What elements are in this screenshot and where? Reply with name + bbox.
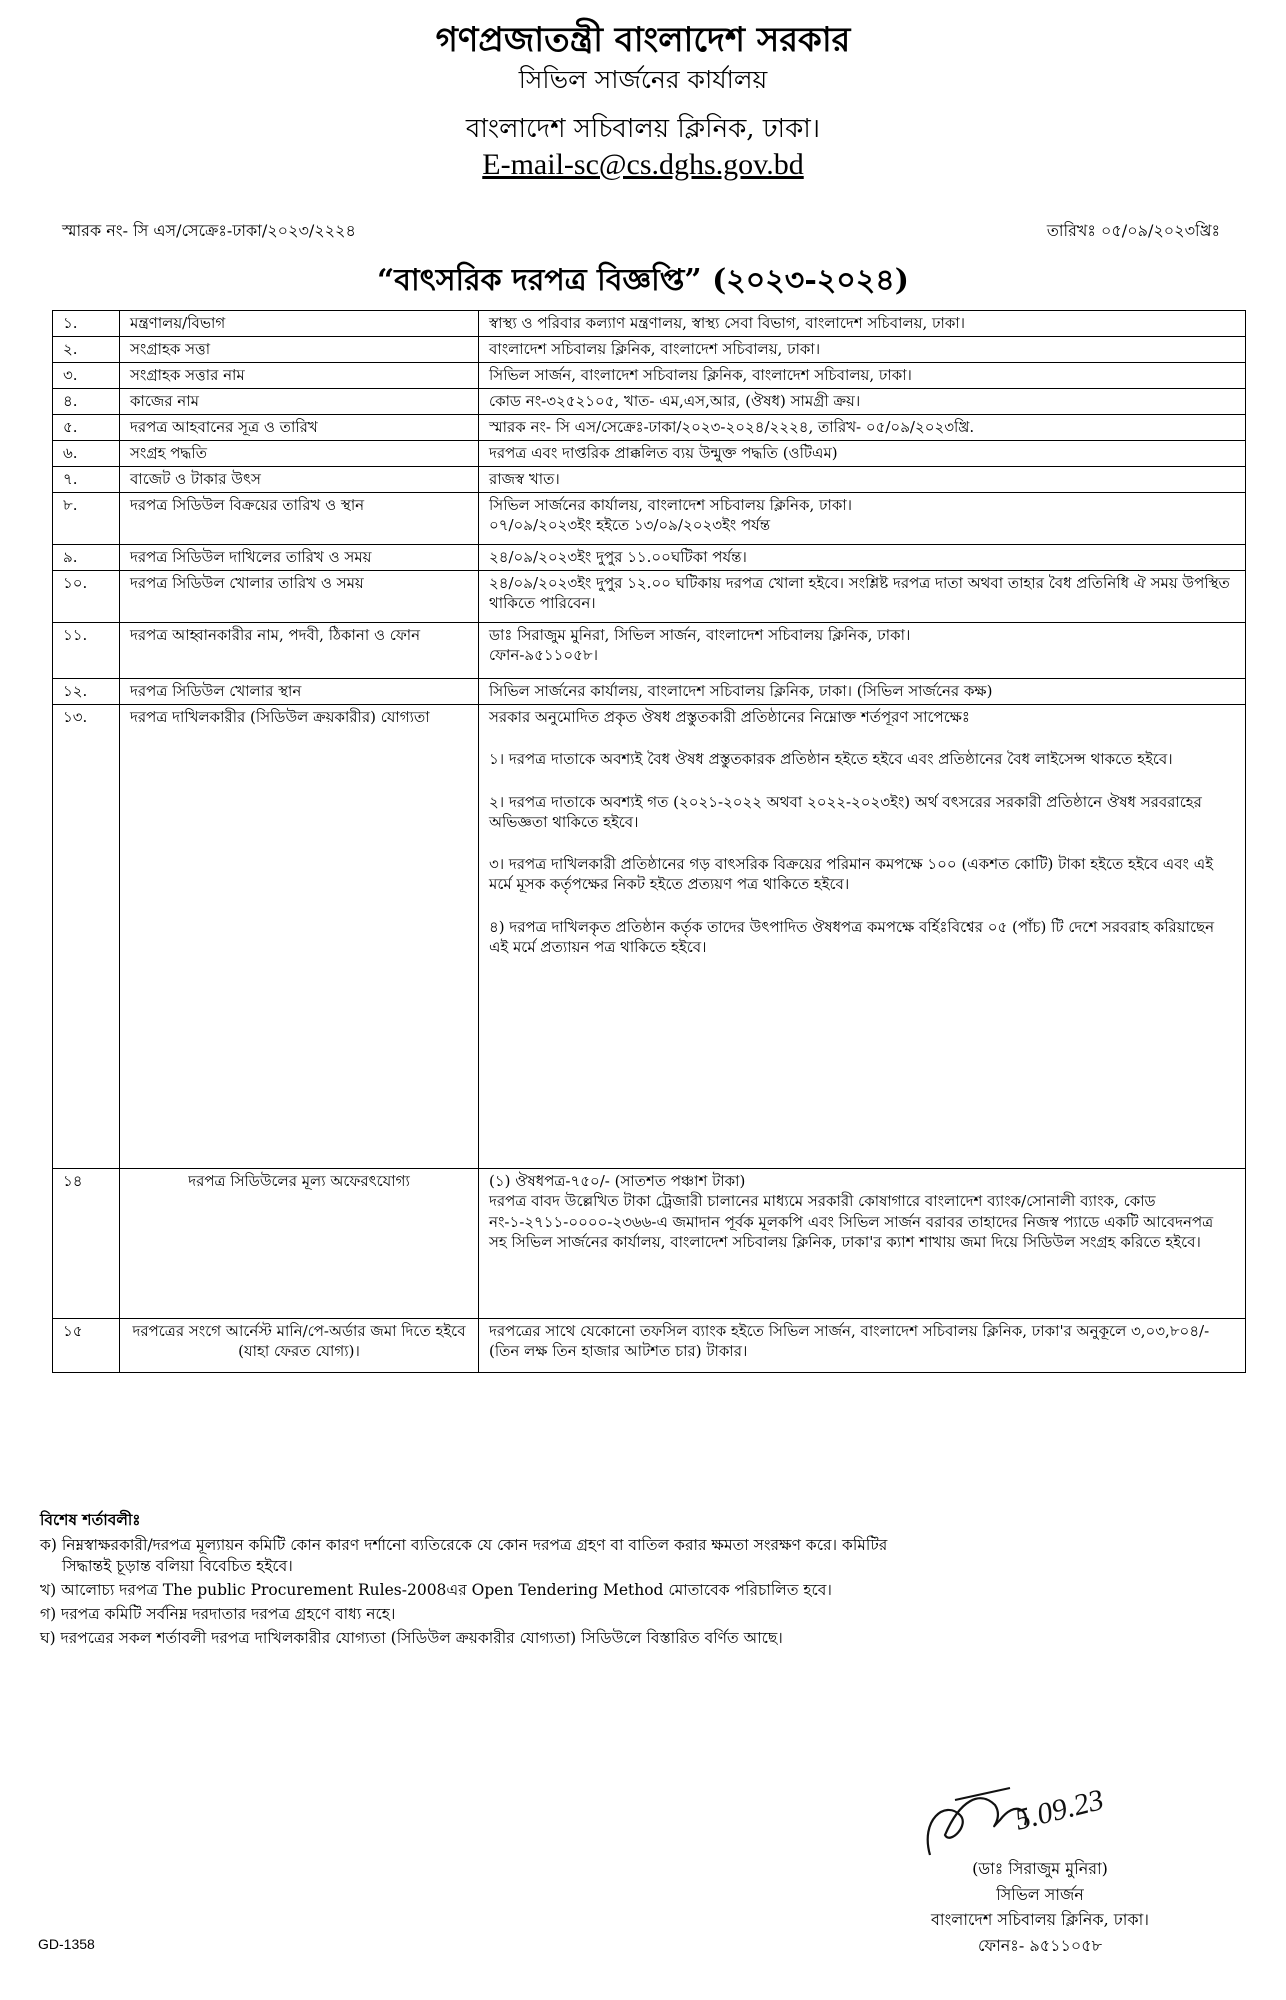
row-label: দরপত্র সিডিউল বিক্রয়ের তারিখ ও স্থান: [120, 493, 479, 545]
row-value: সিভিল সার্জনের কার্যালয়, বাংলাদেশ সচিবালয় ক্লিনিক, ঢাকা।: [489, 496, 853, 514]
signatory-phone: ফোনঃ- ৯৫১১০৫৮: [977, 1935, 1103, 1955]
row-value: কোড নং-৩২৫২১০৫, খাত- এম,এস,আর, (ঔষধ) সামগ্রী ক্রয়।: [479, 389, 1246, 415]
row-label: কাজের নাম: [120, 389, 479, 415]
row-serial: ১.: [53, 311, 120, 337]
row-value: স্বাস্থ্য ও পরিবার কল্যাণ মন্ত্রণালয়, স্বাস্থ্য সেবা বিভাগ, বাংলাদেশ সচিবালয়, ঢাকা।: [479, 311, 1246, 337]
row-serial: ২.: [53, 337, 120, 363]
table-row: [53, 493, 1246, 545]
row-serial: ৩.: [53, 363, 120, 389]
table-row: [53, 623, 1246, 679]
special-term: খ) আলোচ্য দরপত্র The public Procurement Rules-2008এর Open Tendering Method মোতাবেক পরিচালিত হবে।: [40, 1580, 832, 1599]
row-value-cell: [479, 1169, 1246, 1319]
row-serial: ৮.: [53, 493, 120, 545]
signatory-designation: সিভিল সার্জন: [996, 1884, 1084, 1904]
row-label: দরপত্র আহবানের সূত্র ও তারিখ: [120, 415, 479, 441]
eligibility-point: ২। দরপত্র দাতাকে অবশ্যই গত (২০২১-২০২২ অথবা ২০২২-২০২৩ইং) অর্থ বৎসরের সরকারী প্রতিষ্ঠানে ঔষধ সরবরাহের অভিজ্ঞতা থাকিতে হইবে।: [489, 792, 1202, 831]
signature-date: 5.09.23: [1011, 1782, 1108, 1837]
row-value: সরকার অনুমোদিত প্রকৃত ঔষধ প্রস্তুতকারী প্রতিষ্ঠানের নিম্নোক্ত শর্তপূরণ সাপেক্ষেঃ: [489, 708, 970, 726]
table-row: [53, 415, 1246, 441]
row-serial: ১০.: [53, 571, 120, 623]
table-row: [53, 1169, 1246, 1319]
row-value: (১) ঔষধপত্র-৭৫০/- (সাতশত পঞ্চাশ টাকা): [489, 1172, 746, 1190]
row-serial: ১১.: [53, 623, 120, 679]
row-serial: ১৪: [53, 1169, 120, 1319]
row-label: সংগ্রাহক সত্তা: [120, 337, 479, 363]
row-value-secondary: ০৭/০৯/২০২৩ইং হইতে ১৩/০৯/২০২৩ইং পর্যন্ত: [489, 516, 771, 535]
row-value: স্মারক নং- সি এস/সেক্রেঃ-ঢাকা/২০২৩-২০২৪/২২২৪, তারিখ- ০৫/০৯/২০২৩খ্রি.: [479, 415, 1246, 441]
office-email: E-mail-sc@cs.dghs.gov.bd: [482, 148, 804, 181]
table-row: [53, 337, 1246, 363]
table-row: [53, 1319, 1246, 1373]
signatory-block: [860, 1856, 1220, 1958]
row-value: ডাঃ সিরাজুম মুনিরা, সিভিল সার্জন, বাংলাদেশ সচিবালয় ক্লিনিক, ঢাকা।: [489, 626, 911, 644]
row-label: সংগ্রাহক সত্তার নাম: [120, 363, 479, 389]
table-row: [53, 389, 1246, 415]
row-serial: ১৩.: [53, 705, 120, 1169]
notice-date: তারিখঃ ০৫/০৯/২০২৩খ্রিঃ: [1046, 221, 1220, 240]
eligibility-point: ১। দরপত্র দাতাকে অবশ্যই বৈধ ঔষধ প্রস্তুতকারক প্রতিষ্ঠান হইতে হইবে এবং প্রতিষ্ঠানের বৈধ লাইসেন্স থাকতে হইবে।: [489, 750, 1173, 769]
row-serial: ৭.: [53, 467, 120, 493]
special-term: ঘ) দরপত্রের সকল শর্তাবলী দরপত্র দাখিলকারীর যোগ্যতা (সিডিউল ক্রয়কারীর যোগ্যতা) সিডিউলে বিস্তারিত বর্ণিত আছে।: [40, 1628, 783, 1647]
tender-details-table: [52, 310, 1246, 1373]
row-value-cell: [479, 623, 1246, 679]
row-serial: ১৫: [53, 1319, 120, 1373]
row-serial: ৬.: [53, 441, 120, 467]
special-conditions: [40, 1510, 1250, 1652]
special-term-continuation: সিদ্ধান্তই চূড়ান্ত বলিয়া বিবেচিত হইবে।: [62, 1556, 293, 1575]
row-label: বাজেট ও টাকার উৎস: [120, 467, 479, 493]
row-label: মন্ত্রণালয়/বিভাগ: [120, 311, 479, 337]
row-serial: ৪.: [53, 389, 120, 415]
clinic-name: বাংলাদেশ সচিবালয় ক্লিনিক, ঢাকা।: [465, 114, 821, 144]
row-value: ২৪/০৯/২০২৩ইং দুপুর ১২.০০ ঘটিকায় দরপত্র খোলা হইবে। সংশ্লিষ্ট দরপত্র দাতা অথবা তাহার বৈধ প্রতিনিধি ঐ সময় উপস্থিত থাকিতে পারিবেন।: [479, 571, 1246, 623]
row-value: সিভিল সার্জনের কার্যালয়, বাংলাদেশ সচিবালয় ক্লিনিক, ঢাকা। (সিভিল সার্জনের কক্ষ): [479, 679, 1246, 705]
row-value-cell: [479, 705, 1246, 1169]
memo-number: স্মারক নং- সি এস/সেক্রেঃ-ঢাকা/২০২৩/২২২৪: [62, 221, 356, 240]
table-row: [53, 311, 1246, 337]
table-row: [53, 679, 1246, 705]
government-title: গণপ্রজাতন্ত্রী বাংলাদেশ সরকার: [435, 20, 851, 60]
row-label: দরপত্র সিডিউল দাখিলের তারিখ ও সময়: [120, 545, 479, 571]
row-value: বাংলাদেশ সচিবালয় ক্লিনিক, বাংলাদেশ সচিবালয়, ঢাকা।: [479, 337, 1246, 363]
row-serial: ১২.: [53, 679, 120, 705]
row-label: দরপত্রের সংগে আর্নেস্ট মানি/পে-অর্ডার জমা দিতে হইবে (যাহা ফেরত যোগ্য)।: [120, 1319, 479, 1373]
special-term: গ) দরপত্র কমিটি সর্বনিম্ন দরদাতার দরপত্র গ্রহণে বাধ্য নহে।: [40, 1604, 396, 1623]
signatory-name: (ডাঃ সিরাজুম মুনিরা): [972, 1859, 1108, 1878]
row-label: দরপত্র সিডিউলের মূল্য অফেরৎযোগ্য: [120, 1169, 479, 1319]
handwritten-signature: [900, 1760, 1200, 1870]
row-serial: ৫.: [53, 415, 120, 441]
row-value: ২৪/০৯/২০২৩ইং দুপুর ১১.০০ঘটিকা পর্যন্ত।: [479, 545, 1246, 571]
row-label: দরপত্র সিডিউল খোলার তারিখ ও সময়: [120, 571, 479, 623]
table-row: [53, 441, 1246, 467]
form-code: GD-1358: [38, 1936, 95, 1952]
row-value: রাজস্ব খাত।: [479, 467, 1246, 493]
row-label: দরপত্র সিডিউল খোলার স্থান: [120, 679, 479, 705]
row-label: সংগ্রহ পদ্ধতি: [120, 441, 479, 467]
notice-title: “বাৎসরিক দরপত্র বিজ্ঞপ্তি” (২০২৩-২০২৪): [377, 263, 909, 298]
table-row: [53, 467, 1246, 493]
table-row: [53, 363, 1246, 389]
row-serial: ৯.: [53, 545, 120, 571]
table-row: [53, 705, 1246, 1169]
row-value-cell: [479, 493, 1246, 545]
table-row: [53, 571, 1246, 623]
row-value: দরপত্রের সাথে যেকোনো তফসিল ব্যাংক হইতে সিভিল সার্জন, বাংলাদেশ সচিবালয় ক্লিনিক, ঢাকা'র অনুকূলে ৩,০৩,৮০৪/- (তিন লক্ষ তিন হাজার আটশত চার) টাকার।: [479, 1319, 1246, 1373]
special-term: [40, 1535, 1250, 1577]
row-value: সিভিল সার্জন, বাংলাদেশ সচিবালয় ক্লিনিক, বাংলাদেশ সচিবালয়, ঢাকা।: [479, 363, 1246, 389]
office-name: সিভিল সার্জনের কার্যালয়: [518, 65, 768, 94]
row-value: দরপত্র এবং দাপ্তরিক প্রাক্কলিত ব্যয় উন্মুক্ত পদ্ধতি (ওটিএম): [479, 441, 1246, 467]
row-value-secondary: ফোন-৯৫১১০৫৮।: [489, 646, 598, 665]
eligibility-point: ৪) দরপত্র দাখিলকৃত প্রতিষ্ঠান কর্তৃক তাদের উৎপাদিত ঔষধপত্র কমপক্ষে বর্হিঃবিশ্বের ০৫ (পাঁচ) টি দেশে সরবরাহ করিয়াছেন এই মর্মে প্রত্যায়ন পত্র থাকিতে হইবে।: [489, 917, 1215, 956]
row-value-secondary: দরপত্র বাবদ উল্লেখিত টাকা ট্রেজারী চালানের মাধ্যমে সরকারী কোষাগারে বাংলাদেশ ব্যাংক/সোনালী ব্যাংক, কোড নং-১-২৭১১-০০০০-২৩৬৬-এ জমাদান পূর্বক মূলকপি এবং সিভিল সার্জন বরাবর তাহাদের নিজস্ব প্যাডে একটি আবেদনপত্র সহ সিভিল সার্জনের কার্যালয়, বাংলাদেশ সচিবালয় ক্লিনিক, ঢাকা'র ক্যাশ শাখায় জমা দিয়ে সিডিউল সংগ্রহ করিতে হইবে।: [489, 1192, 1214, 1251]
signatory-office: বাংলাদেশ সচিবালয় ক্লিনিক, ঢাকা।: [931, 1910, 1149, 1930]
row-label: দরপত্র দাখিলকারীর (সিডিউল ক্রয়কারীর) যোগ্যতা: [120, 705, 479, 1169]
eligibility-point: ৩। দরপত্র দাখিলকারী প্রতিষ্ঠানের গড় বাৎসরিক বিক্রয়ের পরিমান কমপক্ষে ১০০ (একশত কোটি) টাকা হইতে হইবে এবং এই মর্মে মূসক কর্তৃপক্ষের নিকট হইতে প্রত্যয়ণ পত্র থাকিতে হইবে।: [489, 855, 1213, 894]
special-term-text: ক) নিম্নস্বাক্ষরকারী/দরপত্র মূল্যায়ন কমিটি কোন কারণ দর্শানো ব্যতিরেকে যে কোন দরপত্র গ্রহণ বা বাতিল করার ক্ষমতা সংরক্ষণ করে। কমিটির: [40, 1535, 888, 1554]
row-label: দরপত্র আহ্বানকারীর নাম, পদবী, ঠিকানা ও ফোন: [120, 623, 479, 679]
table-row: [53, 545, 1246, 571]
special-conditions-title: বিশেষ শর্তাবলীঃ: [40, 1510, 141, 1529]
